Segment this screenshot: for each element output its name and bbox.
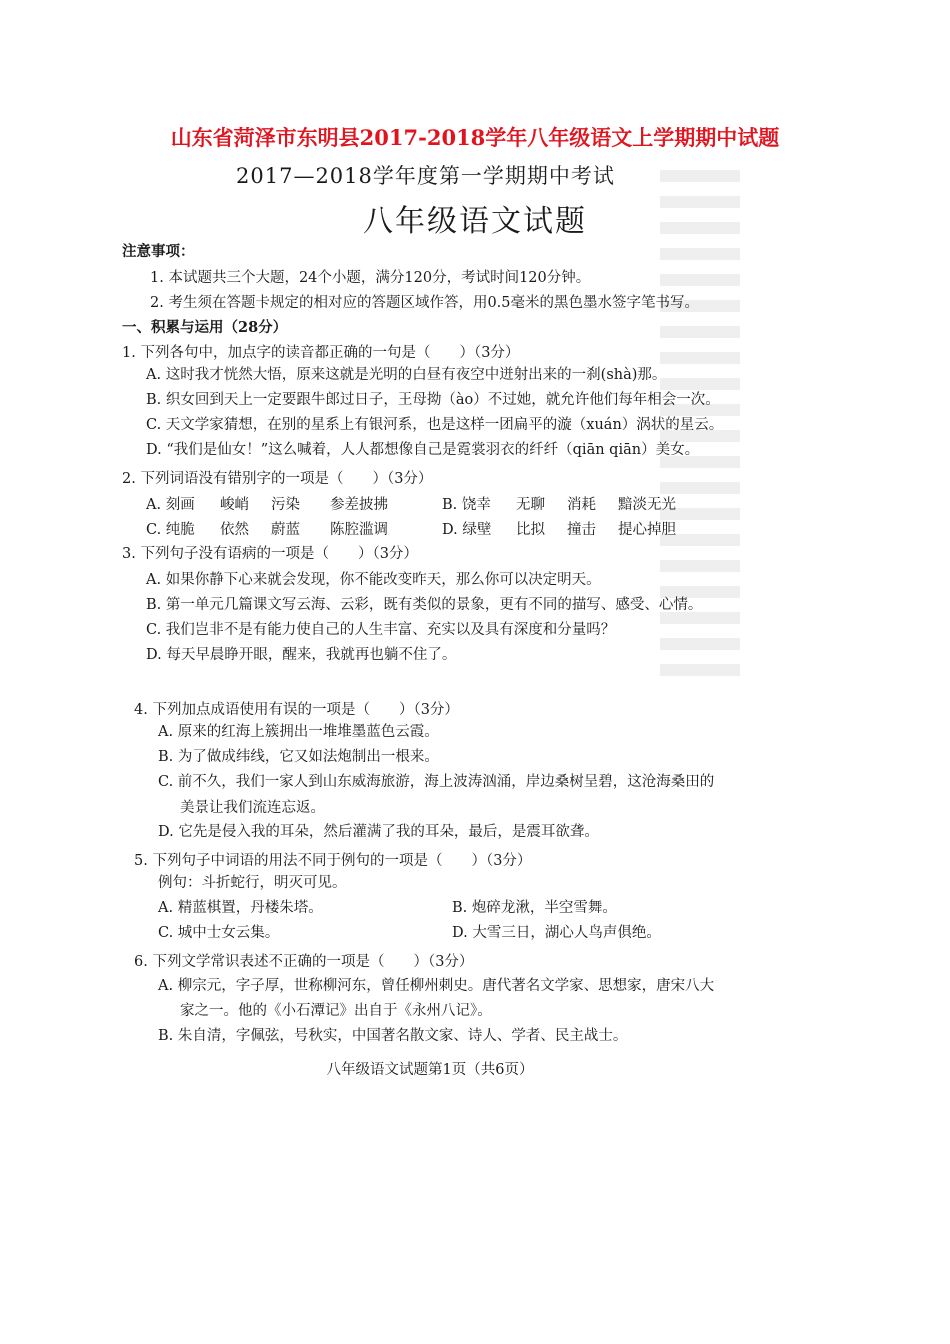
exam-main-title: 八年级语文试题: [363, 204, 587, 239]
question-option: D. 每天早晨睁开眼，醒来，我就再也躺不住了。: [146, 647, 457, 663]
word-option: 提心掉胆: [618, 522, 676, 538]
question-option: A. 柳宗元，字子厚，世称柳河东，曾任柳州刺史。唐代著名文学家、思想家，唐宋八大: [158, 978, 715, 994]
question-stem: 6. 下列文学常识表述不正确的一项是（ ）（3分）: [134, 954, 474, 970]
question-option: C. 天文学家猜想，在别的星系上有银河系，也是这样一团扁平的漩（xuán）涡状的星云。: [146, 417, 724, 433]
word-option: 消耗: [567, 497, 596, 513]
question-option: C. 前不久，我们一家人到山东威海旅游，海上波涛汹涌，岸边桑树呈碧，这沧海桑田的: [158, 774, 715, 790]
question-option: C. 我们岂非不是有能力使自己的人生丰富、充实以及具有深度和分量吗？: [146, 622, 616, 638]
question-stem: 5. 下列句子中词语的用法不同于例句的一项是（ ）（3分）: [134, 853, 532, 869]
word-option: 黯淡无光: [618, 497, 676, 513]
word-option: 依然: [220, 522, 249, 538]
word-option: 峻峭: [220, 497, 249, 513]
question-option-continued: 家之一。他的《小石潭记》出自于《永州八记》。: [180, 1003, 492, 1019]
question-option: D. 它先是侵入我的耳朵，然后灌满了我的耳朵，最后，是震耳欲聋。: [158, 824, 599, 840]
question-option: B. 炮碎龙湫，半空雪舞。: [452, 900, 617, 916]
question-option: D. 大雪三日，湖心人鸟声俱绝。: [452, 925, 661, 941]
question-example: 例句：斗折蛇行，明灭可见。: [158, 875, 347, 891]
question-stem: 2. 下列词语没有错别字的一项是（ ）（3分）: [122, 471, 433, 487]
word-option: A. 刻画: [146, 497, 195, 513]
word-option: B. 饶幸: [442, 497, 491, 513]
word-option: 污染: [271, 497, 300, 513]
question-option: B. 第一单元几篇课文写云海、云彩，既有类似的景象，更有不同的描写、感受、心情。: [146, 597, 703, 613]
word-option: C. 纯脆: [146, 522, 195, 538]
question-stem: 3. 下列句子没有语病的一项是（ ）（3分）: [122, 546, 418, 562]
word-option: 蔚蓝: [271, 522, 300, 538]
section-heading: 一、积累与运用（28分）: [122, 319, 288, 336]
question-stem: 1. 下列各句中，加点字的读音都正确的一句是（ ）（3分）: [122, 345, 520, 361]
word-option: 参差披拂: [330, 497, 388, 513]
page-footer: 八年级语文试题第1页（共6页）: [326, 1062, 534, 1078]
question-option: B. 为了做成纬线，它又如法炮制出一根来。: [158, 749, 439, 765]
word-option: 无聊: [516, 497, 545, 513]
word-option: D. 绿壁: [442, 522, 492, 538]
question-option: B. 织女回到天上一定要跟牛郎过日子，王母拗（ào）不过她，就允许他们每年相会一次。: [146, 392, 720, 408]
question-option: A. 精蓝棋置，丹楼朱塔。: [158, 900, 323, 916]
question-stem: 4. 下列加点成语使用有误的一项是（ ）（3分）: [134, 702, 459, 718]
question-option-continued: 美景让我们流连忘返。: [180, 800, 325, 816]
word-option: 撞击: [567, 522, 596, 538]
notes-heading: 注意事项：: [122, 243, 195, 260]
note-item: 1. 本试题共三个大题，24个小题，满分120分，考试时间120分钟。: [150, 270, 591, 286]
word-option: 比拟: [516, 522, 545, 538]
note-item: 2. 考生须在答题卡规定的相对应的答题区域作答，用0.5毫米的黑色墨水签字笔书写。: [150, 295, 700, 311]
question-option: D. “我们是仙女！”这么喊着，人人都想像自己是霓裳羽衣的纤纤（qiān qiān）美女。: [146, 442, 700, 458]
question-option: A. 这时我才恍然大悟，原来这就是光明的白昼有夜空中迸射出来的一刹(shà)那。: [146, 367, 667, 383]
question-option: A. 原来的红海上簇拥出一堆堆墨蓝色云霞。: [158, 724, 439, 740]
question-option: C. 城中士女云集。: [158, 925, 280, 941]
question-option: A. 如果你静下心来就会发现，你不能改变昨天，那么你可以决定明天。: [146, 572, 601, 588]
document-red-title: 山东省菏泽市东明县2017-2018学年八年级语文上学期期中试题: [170, 125, 780, 150]
word-option: 陈腔滥调: [330, 522, 388, 538]
exam-subtitle: 2017—2018学年度第一学期期中考试: [236, 164, 615, 188]
question-option: B. 朱自清，字佩弦，号秋实，中国著名散文家、诗人、学者、民主战士。: [158, 1028, 628, 1044]
